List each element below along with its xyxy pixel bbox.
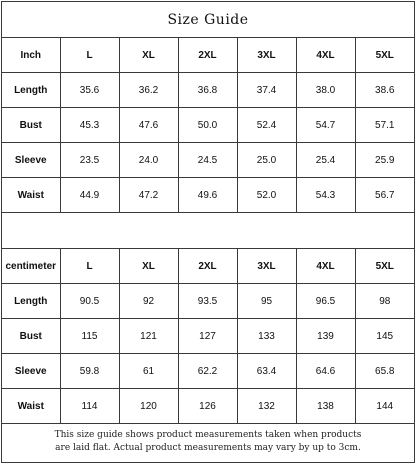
table-row (2, 143, 414, 178)
table-cell: 114 (60, 389, 119, 424)
table-cell: 24.0 (119, 143, 178, 178)
note-line: are laid flat. Actual product measurements may vary by up to 3cm. (55, 442, 361, 453)
table-cell: 98 (355, 284, 414, 319)
table-cell: 93.5 (178, 284, 237, 319)
size-header: 2XL (178, 38, 237, 73)
unit-label-centimeter: centimeter (2, 249, 60, 284)
table-cell: 25.9 (355, 143, 414, 178)
table-cell: 115 (60, 319, 119, 354)
measurement-note (2, 424, 414, 459)
table-cell: 36.8 (178, 73, 237, 108)
table-cell: 139 (296, 319, 355, 354)
table-cell: 61 (119, 354, 178, 389)
size-header: L (60, 249, 119, 284)
size-header: L (60, 38, 119, 73)
table-cell: 96.5 (296, 284, 355, 319)
size-header: XL (119, 249, 178, 284)
table-cell: 64.6 (296, 354, 355, 389)
table-cell: 50.0 (178, 108, 237, 143)
row-label: Sleeve (2, 354, 60, 389)
row-label: Sleeve (2, 143, 60, 178)
table-cell: 38.0 (296, 73, 355, 108)
table-row (2, 108, 414, 143)
table-cell: 24.5 (178, 143, 237, 178)
table-cell: 23.5 (60, 143, 119, 178)
size-header: 3XL (237, 38, 296, 73)
table-cell: 45.3 (60, 108, 119, 143)
size-header: 3XL (237, 249, 296, 284)
table-cell: 49.6 (178, 178, 237, 213)
row-label: Bust (2, 319, 60, 354)
table-cell: 133 (237, 319, 296, 354)
table-header-row (2, 249, 414, 284)
table-row (2, 354, 414, 389)
row-label: Waist (2, 389, 60, 424)
row-label: Waist (2, 178, 60, 213)
table-cell: 127 (178, 319, 237, 354)
section-spacer (2, 213, 414, 249)
table-row (2, 73, 414, 108)
note-line: This size guide shows product measurements taken when products (54, 429, 362, 440)
table-cell: 138 (296, 389, 355, 424)
row-label: Length (2, 284, 60, 319)
table-cell: 54.3 (296, 178, 355, 213)
table-cell: 52.0 (237, 178, 296, 213)
table-cell: 126 (178, 389, 237, 424)
table-row (2, 319, 414, 354)
table-cell: 90.5 (60, 284, 119, 319)
table-cell: 38.6 (355, 73, 414, 108)
size-header: 4XL (296, 249, 355, 284)
table-cell: 132 (237, 389, 296, 424)
size-header: XL (119, 38, 178, 73)
centimeter-size-table (2, 249, 414, 424)
table-row (2, 284, 414, 319)
table-cell: 35.6 (60, 73, 119, 108)
table-cell: 52.4 (237, 108, 296, 143)
table-cell: 65.8 (355, 354, 414, 389)
table-cell: 47.6 (119, 108, 178, 143)
table-cell: 57.1 (355, 108, 414, 143)
table-header-row (2, 38, 414, 73)
table-cell: 145 (355, 319, 414, 354)
size-guide-sheet (1, 1, 415, 463)
table-cell: 37.4 (237, 73, 296, 108)
table-cell: 44.9 (60, 178, 119, 213)
table-cell: 63.4 (237, 354, 296, 389)
size-header: 5XL (355, 38, 414, 73)
table-cell: 92 (119, 284, 178, 319)
row-label: Bust (2, 108, 60, 143)
size-header: 2XL (178, 249, 237, 284)
table-cell: 25.4 (296, 143, 355, 178)
table-cell: 47.2 (119, 178, 178, 213)
table-cell: 25.0 (237, 143, 296, 178)
table-cell: 120 (119, 389, 178, 424)
table-cell: 121 (119, 319, 178, 354)
size-header: 5XL (355, 249, 414, 284)
page-title: Size Guide (2, 2, 414, 38)
table-cell: 56.7 (355, 178, 414, 213)
table-cell: 144 (355, 389, 414, 424)
table-cell: 62.2 (178, 354, 237, 389)
inch-size-table (2, 38, 414, 213)
table-row (2, 178, 414, 213)
size-header: 4XL (296, 38, 355, 73)
table-cell: 59.8 (60, 354, 119, 389)
unit-label-inch: Inch (2, 38, 60, 73)
row-label: Length (2, 73, 60, 108)
table-row (2, 389, 414, 424)
table-cell: 36.2 (119, 73, 178, 108)
table-cell: 54.7 (296, 108, 355, 143)
table-cell: 95 (237, 284, 296, 319)
